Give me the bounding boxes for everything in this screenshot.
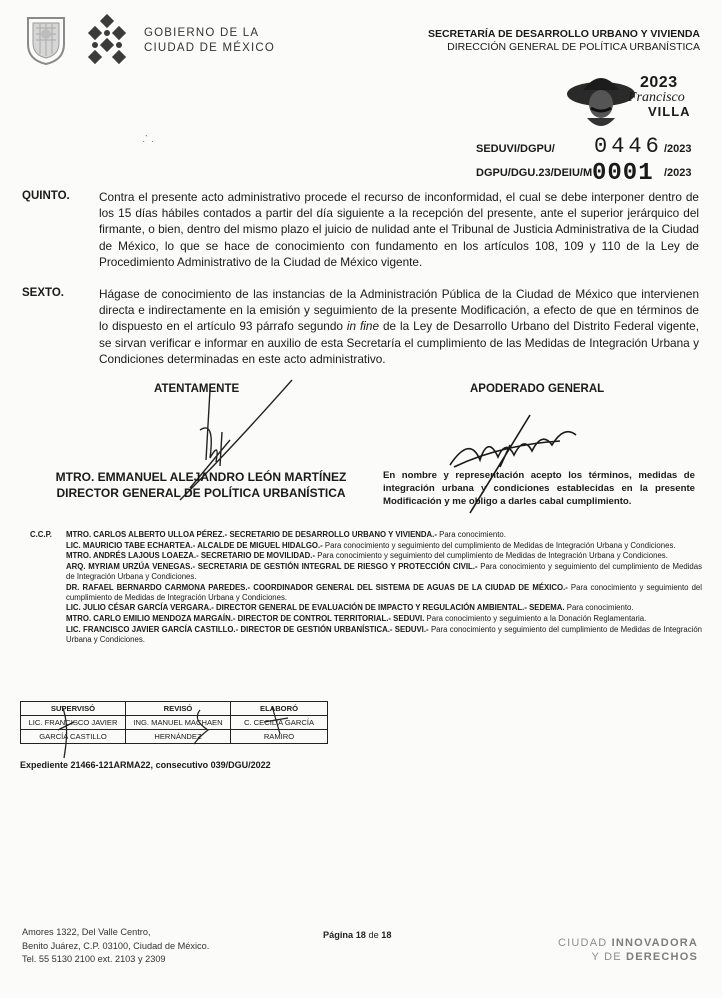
emblem-last-name: VILLA <box>648 104 691 119</box>
ccp-label: C.C.P. <box>30 530 52 539</box>
sexto-label: SEXTO. <box>22 287 64 299</box>
reviewed-header: REVISÓ <box>126 702 231 716</box>
sexto-text-b: de la Ley de Desarrollo Urbano del Distrito Federal vigente, se sirvan verificar e informar en auxilio de esta Secretaría el cumplimiento de las Medidas de Integración Urbana y Condiciones determinadas en este acto administrativo. <box>99 319 700 366</box>
reviewed-name-1: ING. MANUEL MACHAEN <box>126 716 231 730</box>
left-signatory <box>46 469 356 501</box>
prepared-name-2: RAMIRO <box>231 730 328 744</box>
slogan-line-1: CIUDAD INNOVADORA <box>558 937 698 949</box>
acceptance-note: En nombre y representación acepto los términos, medidas de integración urbana y condiciones establecidas en la presente Modificación y me obligo a darles cabal cumplimiento. <box>383 470 695 507</box>
reference-1-number: 0446 <box>594 134 663 159</box>
ccp-entry: LIC. JULIO CÉSAR GARCÍA VERGARA.- DIRECTOR GENERAL DE EVALUACIÓN DE IMPACTO Y REGULACIÓN AMBIENTAL.- SEDEMA. Para conocimiento. <box>66 603 634 613</box>
quinto-label: QUINTO. <box>22 190 70 202</box>
government-logo-text <box>144 26 275 56</box>
expediente-number: Expediente 21466-121ARMA22, consecutivo 039/DGU/2022 <box>20 760 271 770</box>
quinto-paragraph: Contra el presente acto administrativo procede el recurso de inconformidad, el cual se debe interponer dentro de los 15 días hábiles contados a partir del día siguiente a la recepción del presente, ante el superior jerárquico del firmante, o bien, dentro del mismo plazo el juicio de nulidad ante el Tribunal de Justicia Administrativa de la Ciudad de México, lo que se hace de conocimiento con fundamento en los artículos 108, 109 y 110 de la Ley de Procedimiento Administrativo de la Ciudad de México vigente. <box>99 190 699 269</box>
coat-of-arms-icon <box>24 14 68 66</box>
footer-address <box>22 926 209 967</box>
initials-icon <box>50 700 300 760</box>
footer-slogan <box>558 936 698 964</box>
address-line-1: Amores 1322, Del Valle Centro, <box>22 927 151 937</box>
supervised-name-1: LIC. FRANCISCO JAVIER <box>21 716 126 730</box>
ccp-entry: MTRO. CARLO EMILIO MENDOZA MARGAÍN.- DIRECTOR DE CONTROL TERRITORIAL.- SEDUVI. Para conocimiento y seguimiento a la Donación Reglamentaria. <box>66 613 647 623</box>
slogan-line-2: Y DE DERECHOS <box>591 951 698 963</box>
sexto-text-a: Hágase de conocimiento de las instancias de la Administración Pública de la Ciudad de México que intervienen directa e indirectamente en la emisión y seguimiento de la presente Modificación, a efecto de que en términos de lo dispuesto en el artículo 93 párrafo segundo <box>99 287 699 334</box>
atentamente-heading: ATENTAMENTE <box>154 383 240 395</box>
direccion-name: DIRECCIÓN GENERAL DE POLÍTICA URBANÍSTICA <box>447 41 700 53</box>
supervised-header: SUPERVISÓ <box>21 702 126 716</box>
ccp-entry: DR. RAFAEL BERNARDO CARMONA PAREDES.- COORDINADOR GENERAL DEL SISTEMA DE AGUAS DE LA CIUDAD DE MÉXICO.- Para conocimiento y seguimiento del cumplimiento de Medidas de Integración Urbana y Condiciones. <box>66 582 702 602</box>
reference-1-year: /2023 <box>664 143 692 155</box>
reviewed-name-2: HERNÁNDEZ <box>126 730 231 744</box>
ccp-entry: MTRO. ANDRÉS LAJOUS LOAEZA.- SECRETARIO DE MOVILIDAD.- Para conocimiento y seguimiento del cumplimiento de Medidas de Integración Urbana y Condiciones. <box>66 551 668 561</box>
scan-specks: · ̀ · <box>142 136 155 147</box>
prepared-name-1: C. CECILIA GARCÍA <box>231 716 328 730</box>
page-number: Página 18 de 18 <box>323 930 392 940</box>
reference-1-prefix: SEDUVI/DGPU/ <box>476 143 555 155</box>
reference-2-number: 0001 <box>592 160 654 187</box>
header-secretaria <box>428 28 700 54</box>
sexto-text-italic: in fine <box>346 319 380 334</box>
sexto-paragraph <box>99 286 699 367</box>
ccp-entry: LIC. MAURICIO TABE ECHARTEA.- ALCALDE DE MIGUEL HIDALGO.- Para conocimiento y seguimiento del cumplimiento de Medidas de Integración Urbana y Condiciones. <box>66 540 676 550</box>
ccp-list <box>66 530 702 645</box>
emblem-year: 2023 <box>640 74 678 91</box>
apoderado-heading: APODERADO GENERAL <box>470 383 605 395</box>
supervised-name-2: GARCÍA CASTILLO <box>21 730 126 744</box>
address-line-3: Tel. 55 5130 2100 ext. 2103 y 2309 <box>22 954 166 964</box>
left-signatory-title: DIRECTOR GENERAL DE POLÍTICA URBANÍSTICA <box>56 486 346 500</box>
reference-2-year: /2023 <box>664 167 692 179</box>
left-signatory-name: MTRO. EMMANUEL ALEJANDRO LEÓN MARTÍNEZ <box>55 470 347 484</box>
gov-line-2: CIUDAD DE MÉXICO <box>144 42 276 54</box>
cdmx-logo-icon <box>84 14 132 66</box>
gov-line-1: GOBIERNO DE LA <box>144 27 260 39</box>
prepared-header: ELABORÓ <box>231 702 328 716</box>
address-line-2: Benito Juárez, C.P. 03100, Ciudad de México. <box>22 940 210 951</box>
ccp-entry: ARQ. MYRIAM URZÚA VENEGAS.- SECRETARIA DE GESTIÓN INTEGRAL DE RIESGO Y PROTECCIÓN CIVIL.- Para conocimiento y seguimiento del cumplimiento de Medidas de Integración Urbana y Condiciones. <box>66 561 702 581</box>
reference-2-prefix: DGPU/DGU.23/DEIU/M <box>476 167 593 179</box>
ccp-entry: LIC. FRANCISCO JAVIER GARCÍA CASTILLO.- DIRECTOR DE GESTIÓN URBANÍSTICA.- SEDUVI.- Para conocimiento y seguimiento del cumplimiento de Medidas de Integración Urbana y Condiciones. <box>66 624 702 644</box>
ccp-entry: MTRO. CARLOS ALBERTO ULLOA PÉREZ.- SECRETARIO DE DESARROLLO URBANO Y VIVIENDA.- Para conocimiento. <box>66 530 506 539</box>
emblem-name: Francisco <box>628 90 685 105</box>
secretaria-name: SECRETARÍA DE DESARROLLO URBANO Y VIVIENDA <box>427 28 700 40</box>
